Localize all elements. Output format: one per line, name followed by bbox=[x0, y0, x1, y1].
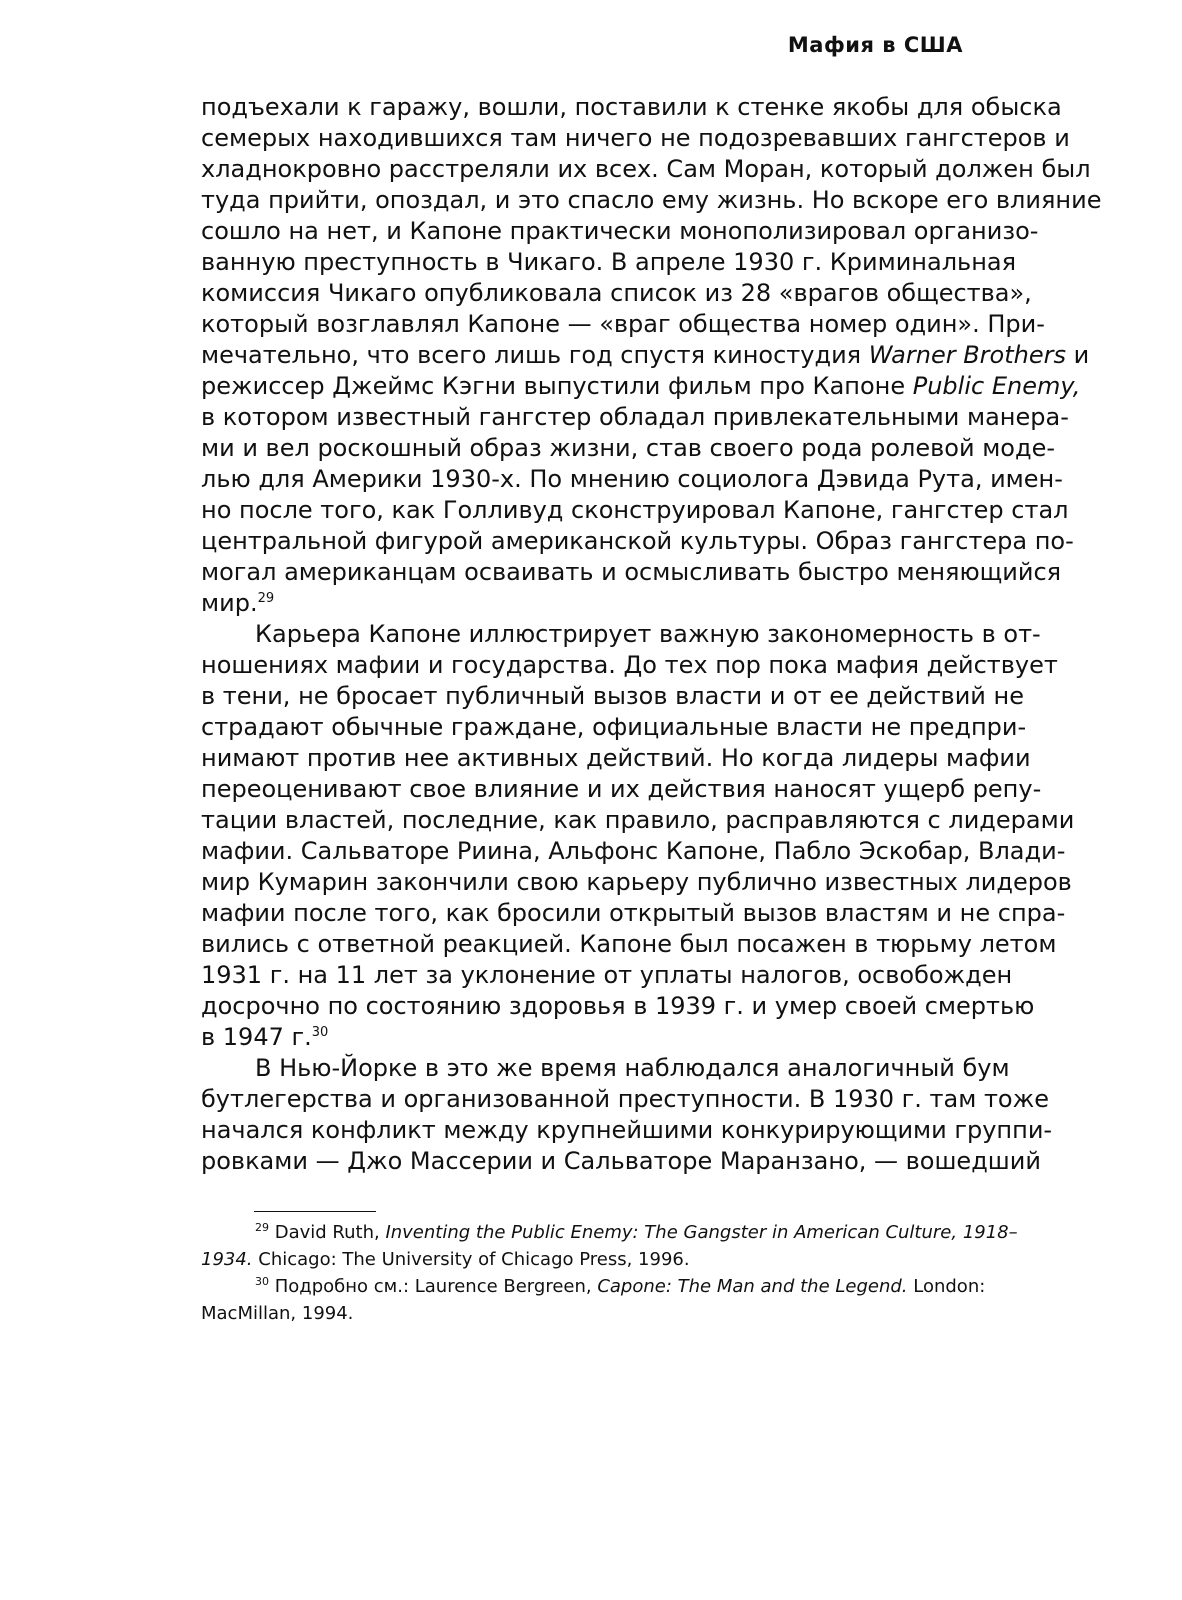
text-line: досрочно по состоянию здоровья в 1939 г. и умер своей смертью bbox=[201, 992, 1035, 1020]
text-line: ми и вел роскошный образ жизни, став своего рода ролевой моде- bbox=[201, 434, 1056, 462]
text-line: в тени, не бросает публичный вызов власти и от ее действий не bbox=[201, 682, 1024, 710]
text-line: вились с ответной реакцией. Капоне был посажен в тюрьму летом bbox=[201, 930, 1057, 958]
body-text bbox=[201, 92, 1102, 1177]
footnote-29 bbox=[201, 1219, 1018, 1246]
text-line: комиссия Чикаго опубликовала список из 28 «врагов общества», bbox=[201, 279, 1032, 307]
text-run: режиссер Джеймс Кэгни выпустили фильм про Капоне bbox=[201, 372, 913, 400]
text-line: мафии после того, как бросили открытый вызов властям и не спра- bbox=[201, 899, 1066, 927]
text-line: мафии. Сальваторе Риина, Альфонс Капоне, Пабло Эскобар, Влади- bbox=[201, 837, 1066, 865]
book-title: Capone: The Man and the Legend. bbox=[597, 1276, 908, 1297]
text-line: сошло на нет, и Капоне практически монополизировал организо- bbox=[201, 217, 1039, 245]
text-line: тации властей, последние, как правило, расправляются с лидерами bbox=[201, 806, 1075, 834]
text-line: ровками — Джо Массерии и Сальваторе Маранзано, — вошедший bbox=[201, 1147, 1041, 1175]
text-line: лью для Америки 1930-х. По мнению социолога Дэвида Рута, имен- bbox=[201, 465, 1063, 493]
text-line: В Нью-Йорке в это же время наблюдался аналогичный бум bbox=[255, 1054, 1010, 1082]
text-line bbox=[201, 1022, 961, 1053]
text-run: David Ruth, bbox=[269, 1222, 386, 1243]
footnote-29-cont bbox=[201, 1246, 961, 1273]
text-line: центральной фигурой американской культуры. Образ гангстера по- bbox=[201, 527, 1074, 555]
film-title: Public Enemy, bbox=[912, 372, 1081, 400]
text-line: подъехали к гаражу, вошли, поставили к стенке якобы для обыска bbox=[201, 93, 1062, 121]
footnote-30-cont: MacMillan, 1994. bbox=[201, 1303, 354, 1324]
film-studio-name: Warner Brothers bbox=[868, 341, 1066, 369]
text-line: бутлегерства и организованной преступности. В 1930 г. там тоже bbox=[201, 1085, 1050, 1113]
footnote-30 bbox=[201, 1273, 986, 1300]
text-run: и bbox=[1066, 341, 1090, 369]
text-line: переоценивают свое влияние и их действия наносят ущерб репу- bbox=[201, 775, 1042, 803]
footnote-ref[interactable]: 30 bbox=[311, 1025, 329, 1040]
text-line: Карьера Капоне иллюстрирует важную закономерность в от- bbox=[255, 620, 1041, 648]
book-title: Inventing the Public Enemy: The Gangster in American Culture, 1918– bbox=[385, 1222, 1018, 1243]
book-title: 1934. bbox=[201, 1249, 253, 1270]
footnote-number: 30 bbox=[255, 1275, 269, 1288]
footnote-divider bbox=[254, 1211, 376, 1212]
text-run: Chicago: The University of Chicago Press, 1996. bbox=[252, 1249, 690, 1270]
text-line: страдают обычные граждане, официальные власти не предпри- bbox=[201, 713, 1027, 741]
text-line bbox=[201, 588, 961, 619]
footnote-ref[interactable]: 29 bbox=[257, 591, 275, 606]
running-head: Мафия в США bbox=[787, 33, 963, 57]
text-line: хладнокровно расстреляли их всех. Сам Моран, который должен был bbox=[201, 155, 1091, 183]
text-line: ношениях мафии и государства. До тех пор пока мафия действует bbox=[201, 651, 1058, 679]
text-line: но после того, как Голливуд сконструировал Капоне, гангстер стал bbox=[201, 496, 1069, 524]
text-line: в котором известный гангстер обладал привлекательными манера- bbox=[201, 403, 1069, 431]
text-line bbox=[201, 371, 1081, 402]
text-line: 1931 г. на 11 лет за уклонение от уплаты налогов, освобожден bbox=[201, 961, 1013, 989]
text-run: London: bbox=[907, 1276, 986, 1297]
text-line: ванную преступность в Чикаго. В апреле 1930 г. Криминальная bbox=[201, 248, 1017, 276]
text-line: начался конфликт между крупнейшими конкурирующими группи- bbox=[201, 1116, 1053, 1144]
text-run: в 1947 г. bbox=[201, 1023, 312, 1051]
text-line: который возглавлял Капоне — «враг общества номер один». При- bbox=[201, 310, 1045, 338]
text-line: могал американцам осваивать и осмысливать быстро меняющийся bbox=[201, 558, 1062, 586]
text-run: мечательно, что всего лишь год спустя киностудия bbox=[201, 341, 869, 369]
text-line bbox=[201, 340, 1090, 371]
text-line: туда прийти, опоздал, и это спасло ему жизнь. Но вскоре его влияние bbox=[201, 186, 1102, 214]
text-run: Подробно см.: Laurence Bergreen, bbox=[269, 1276, 598, 1297]
text-line: нимают против нее активных действий. Но когда лидеры мафии bbox=[201, 744, 1031, 772]
footnote-number: 29 bbox=[255, 1221, 269, 1234]
text-line: мир Кумарин закончили свою карьеру публично известных лидеров bbox=[201, 868, 1072, 896]
text-run: мир. bbox=[201, 589, 258, 617]
text-line: семерых находившихся там ничего не подозревавших гангстеров и bbox=[201, 124, 1070, 152]
footnotes bbox=[201, 1219, 1018, 1327]
